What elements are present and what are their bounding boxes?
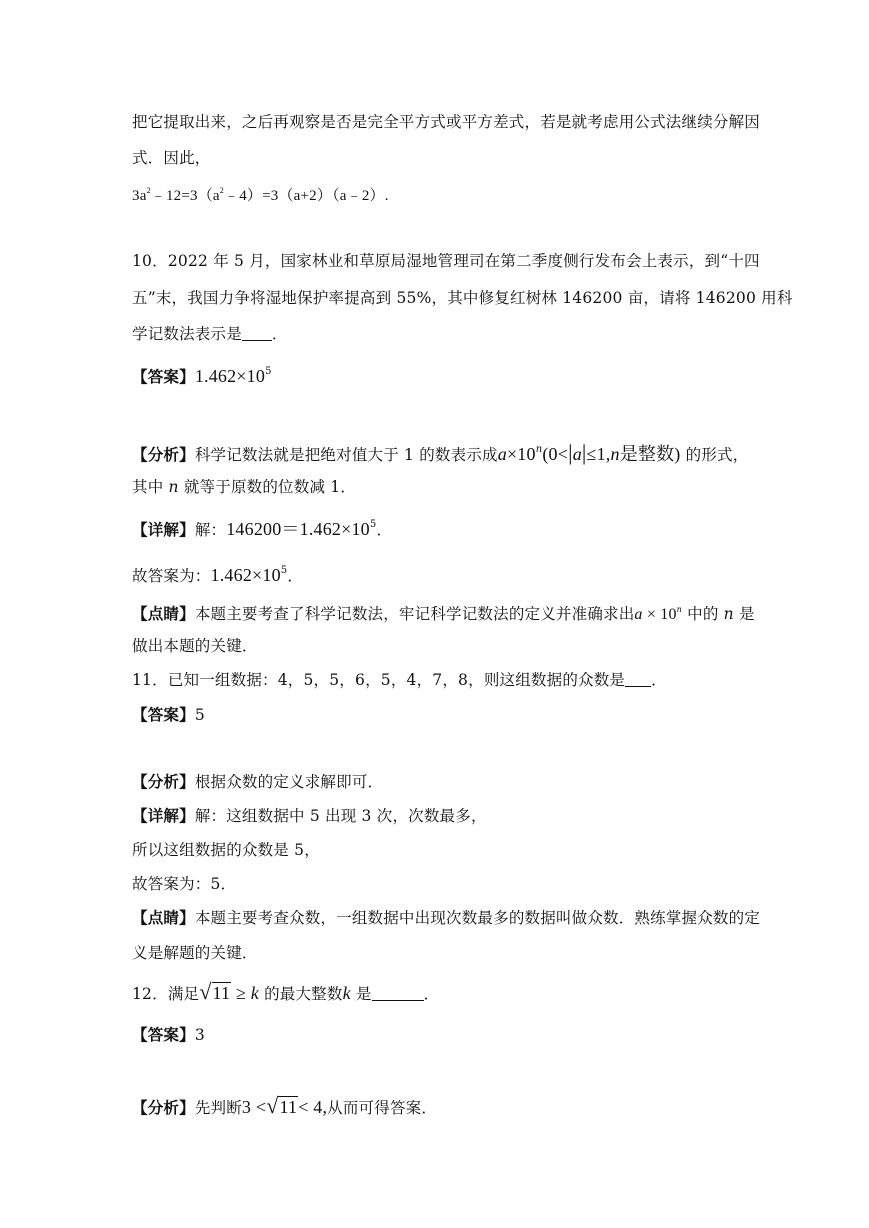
text: 所以这组数据的众数是 5，	[132, 841, 320, 859]
text: ．	[376, 521, 393, 539]
q11-comment	[132, 908, 760, 928]
q10-result	[132, 561, 303, 586]
math-text: 146200＝1.462×10	[226, 519, 370, 539]
text: 就等于原数的位数减 1．	[178, 478, 357, 496]
q12-analysis	[132, 1093, 438, 1118]
question-text: 五”末，我国力争将湿地保护率提高到 55%，其中修复红树林 146200 亩，请将 146200 用科	[132, 289, 793, 307]
exponent: 2	[146, 186, 151, 195]
text: 先判断	[194, 1099, 242, 1117]
answer-value: 5	[194, 706, 205, 724]
radicand: 11	[212, 983, 231, 1003]
q11-result	[132, 874, 236, 894]
text: 故答案为：	[132, 567, 211, 585]
q11-analysis	[132, 772, 383, 792]
q10-comment-line-2	[132, 636, 258, 656]
answer-value: 3	[194, 1026, 205, 1044]
answer-blank	[372, 986, 424, 1001]
analysis-label: 【分析】	[132, 1098, 195, 1117]
math-var: a	[634, 606, 643, 623]
text: ﹣12=3（a	[150, 188, 220, 204]
question-text: 12．满足	[132, 985, 200, 1003]
q11-detail-line-2	[132, 840, 320, 860]
detail-label: 【详解】	[132, 520, 195, 539]
math-text: 是整数)	[619, 444, 681, 464]
question-text: 11．已知一组数据：4，5，5，6，5，4，7，8，则这组数据的众数是	[132, 671, 626, 689]
detail-label: 【详解】	[132, 806, 195, 825]
q10-line-1	[132, 251, 760, 271]
math-text: (0<	[542, 444, 569, 464]
text: 是	[350, 985, 372, 1003]
text: 本题主要考查了科学记数法，牢记科学记数法的定义并准确求出	[194, 605, 635, 623]
text: 的最大整数	[258, 985, 343, 1003]
exponent: n	[676, 605, 683, 614]
text: 做出本题的关键．	[132, 637, 258, 655]
text: ．	[651, 671, 667, 689]
exponent: 5	[265, 366, 272, 377]
q11-comment-line-2	[132, 943, 258, 963]
text: 故答案为：5．	[132, 875, 237, 893]
text: 的形式，	[680, 446, 749, 464]
analysis-label: 【分析】	[132, 772, 195, 791]
comment-label: 【点睛】	[132, 604, 195, 623]
answer-label: 【答案】	[132, 367, 195, 386]
text: 义是解题的关键．	[132, 944, 258, 962]
q10-answer	[132, 362, 272, 387]
text: 解：这组数据中 5 出现 3 次，次数最多，	[194, 807, 487, 825]
answer-label: 【答案】	[132, 705, 195, 724]
text: ．	[287, 567, 304, 585]
question-text: 学记数法表示是	[132, 325, 242, 343]
math-var: k	[250, 983, 259, 1003]
text: 把它提取出来，之后再观察是否是完全平方式或平方差式，若是就考虑用公式法继续分解因	[132, 113, 761, 131]
text: 从而可得答案．	[327, 1099, 438, 1117]
comment-label: 【点睛】	[132, 908, 195, 927]
q12-answer	[132, 1025, 205, 1045]
exponent: 5	[369, 519, 377, 530]
q11-line-1	[132, 670, 667, 690]
q11-answer	[132, 705, 205, 725]
q10-comment	[132, 600, 755, 625]
text: 根据众数的定义求解即可．	[194, 773, 384, 791]
math-var: n	[168, 478, 179, 496]
q11-detail	[132, 806, 487, 826]
analysis-label: 【分析】	[132, 445, 195, 464]
q10-line-3	[132, 324, 288, 344]
exponent: n	[535, 444, 543, 455]
answer-value: 1.462×10	[194, 366, 266, 386]
text: 其中	[132, 478, 169, 496]
math-var: n	[723, 605, 734, 623]
exponent: 2	[219, 186, 224, 195]
text: 式．因此，	[132, 149, 211, 167]
math-text: 3 <	[241, 1097, 267, 1117]
text: 3a	[132, 188, 147, 204]
math-var: n	[610, 444, 620, 464]
text: ．	[423, 985, 440, 1003]
answer-label: 【答案】	[132, 1025, 195, 1044]
math-var: a	[497, 444, 507, 464]
intro-formula	[132, 181, 389, 206]
abs-bar: |	[581, 440, 587, 465]
abs-bar: |	[568, 440, 573, 465]
analysis-text: 科学记数法就是把绝对值大于 1 的数表示成	[194, 446, 498, 464]
intro-line-1	[132, 112, 760, 132]
math-text: ≥	[231, 983, 251, 1003]
q10-analysis-line-2	[132, 477, 356, 497]
sqrt-expression	[199, 979, 231, 1004]
sqrt-sign: √	[199, 979, 212, 1004]
math-text: ≤1,	[586, 444, 611, 464]
question-text: 10．2022 年 5 月，国家林业和草原局湿地管理司在第二季度侧行发布会上表示，到“十四	[132, 252, 760, 270]
radicand: 11	[279, 1097, 298, 1117]
exponent: 5	[280, 565, 288, 576]
text: 是	[733, 605, 755, 623]
answer-blank	[625, 672, 651, 687]
answer-blank	[242, 326, 272, 341]
math-text: < 4,	[298, 1097, 328, 1117]
text: ．	[271, 325, 288, 343]
q10-detail	[132, 515, 392, 540]
sqrt-expression	[266, 1093, 298, 1118]
q12-line-1	[132, 979, 440, 1004]
text: 本题主要考查众数，一组数据中出现次数最多的数据叫做众数．熟练掌握众数的定	[194, 909, 761, 927]
math-var: a	[572, 444, 582, 464]
sqrt-sign: √	[266, 1093, 279, 1118]
math-text: ×10	[506, 444, 536, 464]
text: 解：	[194, 521, 227, 539]
q10-line-2	[132, 288, 793, 308]
text: 中的	[682, 605, 724, 623]
math-text: 1.462×10	[210, 565, 281, 585]
text: ﹣4）=3（a+2）（a﹣2）.	[224, 188, 389, 204]
math-var: k	[342, 983, 351, 1003]
intro-line-2	[132, 148, 211, 168]
q10-analysis	[132, 440, 748, 465]
math-text: × 10	[642, 606, 677, 623]
